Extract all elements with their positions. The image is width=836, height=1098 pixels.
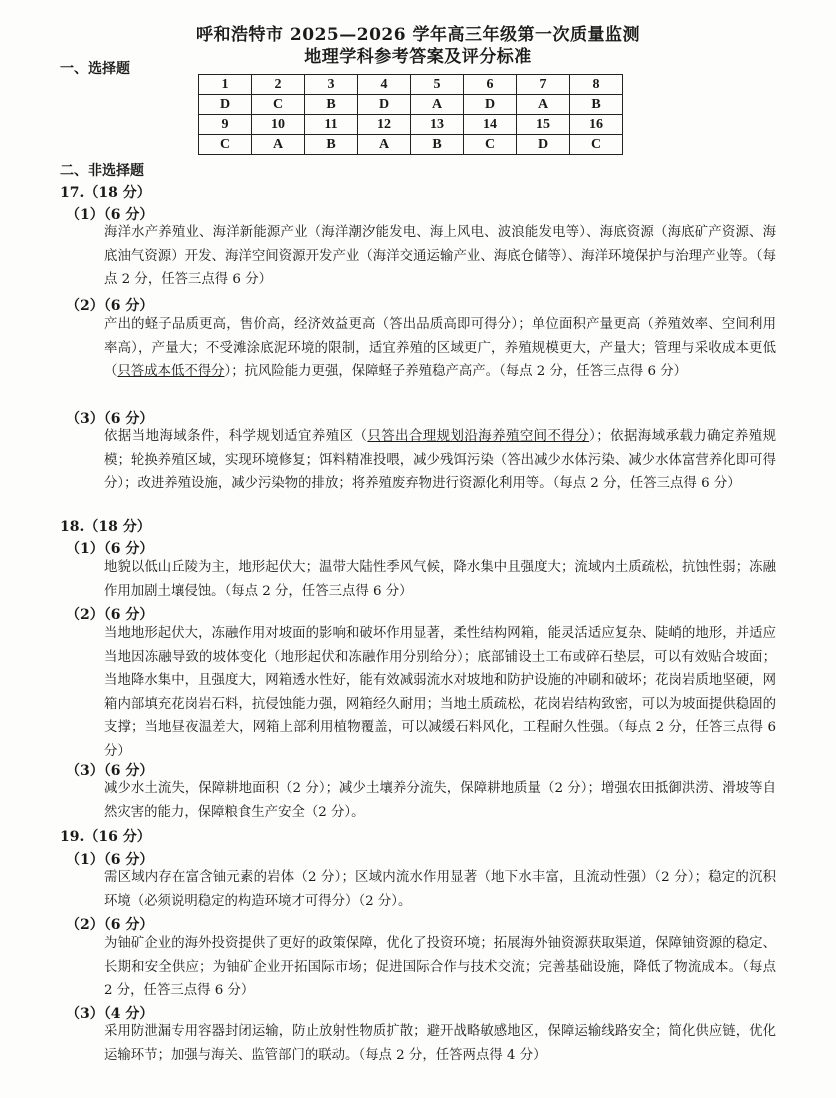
answer-text: ）；依据海域承载力确定养殖规模；轮换养殖区域，实现环境修复；饵料精准投喂，减少残饵污染（答出减少水体污染、减少水体富营养化即可得分）；改进养殖设施，减少污染物的排放；将养殖废弃物进行资源化利用等。（每点 2 分，任答三点得 6 分） [104, 429, 776, 491]
table-cell: 6 [464, 75, 517, 95]
table-cell: C [199, 135, 252, 155]
table-cell: 15 [517, 115, 570, 135]
table-cell: 16 [570, 115, 623, 135]
question-number-row [199, 115, 623, 135]
multiple-choice-answer-table [198, 74, 623, 155]
table-cell: A [252, 135, 305, 155]
table-cell: 14 [464, 115, 517, 135]
question-18-part-3-answer: 减少水土流失，保障耕地面积（2 分）；减少土壤养分流失，保障耕地质量（2 分）；增强农田抵御洪涝、滑坡等自然灾害的能力，保障粮食生产安全（2 分）。 [104, 781, 776, 820]
answer-text: ）；抗风险能力更强，保障蛏子养殖稳产高产。（每点 2 分，任答三点得 6 分） [224, 364, 688, 379]
table-cell: D [199, 95, 252, 115]
answer-text: 产出的蛏子品质更高，售价高，经济效益更高（答出品质高即可得分）；单位面积产量更高（养殖效率、空间利用率高），产量大；不受滩涂底泥环境的限制，适宜养殖的区域更广，养殖规模更大，产量大；管理与采收成本更低（ [104, 317, 776, 379]
question-19-part-2-label: （2）（6 分） [66, 917, 154, 933]
table-cell: 4 [358, 75, 411, 95]
question-19-part-3-label: （3）（4 分） [66, 1006, 154, 1022]
question-18-part-1-answer: 地貌以低山丘陵为主，地形起伏大；温带大陆性季风气候，降水集中且强度大；流域内土质疏松，抗蚀性弱；冻融作用加剧土壤侵蚀。（每点 2 分，任答三点得 6 分） [104, 560, 776, 599]
table-cell: A [358, 135, 411, 155]
table-cell: 3 [305, 75, 358, 95]
question-18-part-2-answer: 当地地形起伏大，冻融作用对坡面的影响和破坏作用显著，柔性结构网箱，能灵活适应复杂、陡峭的地形，并适应当地因冻融导致的坡体变化（地形起伏和冻融作用分别给分）；底部铺设土工布或碎石垫层，可以有效贴合坡面；当地降水集中，且强度大，网箱透水性好，能有效减弱流水对坡地和防护设施的冲刷和破坏；花岗岩质地坚硬，网箱内部填充花岗岩石料，抗侵蚀能力强，网箱经久耐用；当地土质疏松，花岗岩结构致密，可以为坡面提供稳固的支撑；当地昼夜温差大，网箱上部利用植物覆盖，可以减缓石料风化，工程耐久性强。（每点 2 分，任答三点得 6 分） [104, 626, 776, 759]
question-19-part-2-answer: 为铀矿企业的海外投资提供了更好的政策保障，优化了投资环境；拓展海外铀资源获取渠道，保障铀资源的稳定、长期和安全供应；为铀矿企业开拓国际市场；促进国际合作与技术交流；完善基础设施，降低了物流成本。（每点 2 分，任答三点得 6 分） [104, 936, 776, 998]
table-cell: B [305, 95, 358, 115]
answer-text: 依据当地海域条件，科学规划适宜养殖区（ [104, 429, 368, 444]
table-cell: D [358, 95, 411, 115]
document-title: 呼和浩特市 2025—2026 学年高三年级第一次质量监测 [196, 25, 640, 45]
question-17-part-2-answer [104, 313, 776, 384]
table-cell: 1 [199, 75, 252, 95]
table-cell: 9 [199, 115, 252, 135]
table-cell: 5 [411, 75, 464, 95]
table-cell: D [517, 135, 570, 155]
question-19-heading: 19.（16 分） [60, 829, 151, 845]
table-cell: B [411, 135, 464, 155]
table-cell: 13 [411, 115, 464, 135]
table-cell: C [252, 95, 305, 115]
question-18-heading: 18.（18 分） [60, 519, 151, 535]
table-cell: A [411, 95, 464, 115]
section-free-response-label: 二、非选择题 [60, 163, 144, 179]
question-17-part-1-label: （1）（6 分） [66, 207, 154, 223]
question-number-row [199, 75, 623, 95]
table-cell: C [464, 135, 517, 155]
table-cell: B [305, 135, 358, 155]
answer-row [199, 135, 623, 155]
document-subtitle: 地理学科参考答案及评分标准 [304, 47, 532, 67]
table-cell: 2 [252, 75, 305, 95]
question-18-part-2-label: （2）（6 分） [66, 607, 154, 623]
table-cell: A [517, 95, 570, 115]
answer-row [199, 95, 623, 115]
question-19-part-1-answer: 需区域内存在富含铀元素的岩体（2 分）；区域内流水作用显著（地下水丰富，且流动性强）（2 分）；稳定的沉积环境（必须说明稳定的构造环境才可得分）（2 分）。 [104, 870, 776, 909]
underlined-note: 只答成本低不得分 [117, 364, 225, 379]
section-multiple-choice-label: 一、选择题 [60, 61, 130, 77]
question-17-heading: 17.（18 分） [60, 185, 151, 201]
question-17-part-3-answer [104, 425, 776, 496]
question-17-part-2-label: （2）（6 分） [66, 298, 154, 314]
question-19-part-3-answer: 采用防泄漏专用容器封闭运输，防止放射性物质扩散；避开战略敏感地区，保障运输线路安全；简化供应链，优化运输环节；加强与海关、监管部门的联动。（每点 2 分，任答两点得 4 分） [104, 1024, 776, 1063]
table-cell: 10 [252, 115, 305, 135]
question-17-part-1-answer: 海洋水产养殖业、海洋新能源产业（海洋潮汐能发电、海上风电、波浪能发电等）、海底资源（海底矿产资源、海底油气资源）开发、海洋空间资源开发产业（海洋交通运输产业、海底仓储等）、海洋环境保护与治理产业等。（每点 2 分，任答三点得 6 分） [104, 225, 776, 287]
question-17-part-3-label: （3）（6 分） [66, 411, 154, 427]
table-cell: D [464, 95, 517, 115]
table-cell: 12 [358, 115, 411, 135]
table-cell: C [570, 135, 623, 155]
question-18-part-3-label: （3）（6 分） [66, 763, 154, 779]
underlined-note: 只答出合理规划沿海养殖空间不得分 [367, 429, 590, 444]
table-cell: 8 [570, 75, 623, 95]
table-cell: 7 [517, 75, 570, 95]
question-19-part-1-label: （1）（6 分） [66, 852, 154, 868]
question-18-part-1-label: （1）（6 分） [66, 541, 154, 557]
table-cell: 11 [305, 115, 358, 135]
table-cell: B [570, 95, 623, 115]
